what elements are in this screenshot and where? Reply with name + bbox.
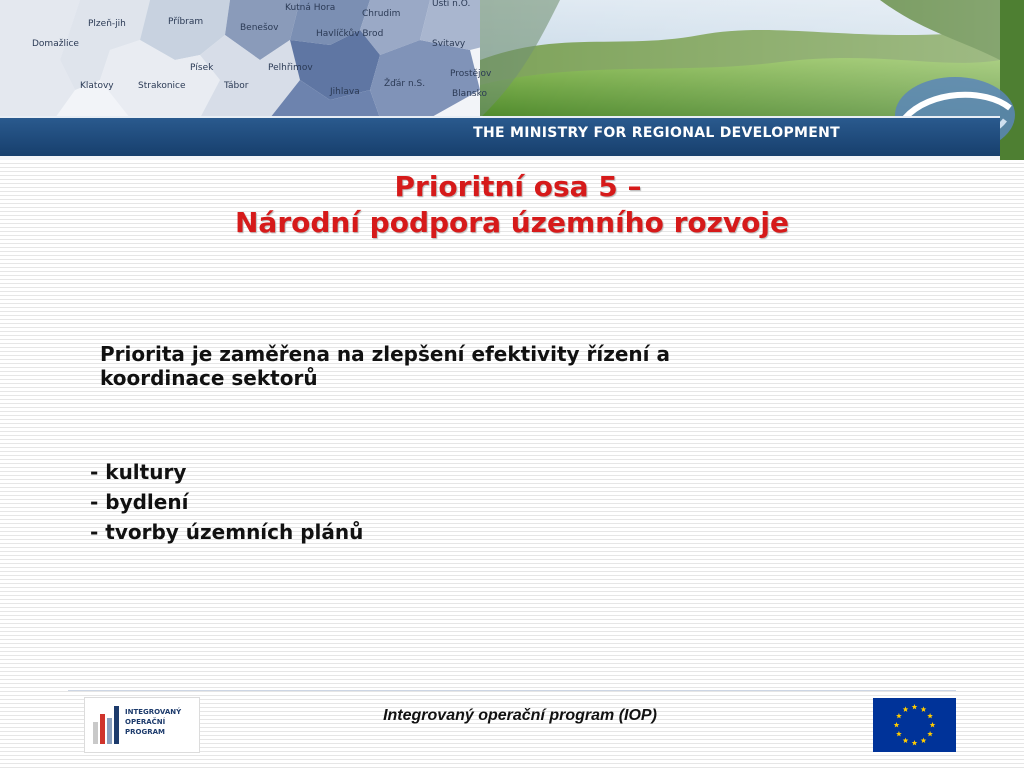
iop-logo-text: INTEGROVANÝ OPERAČNÍ PROGRAM xyxy=(125,708,182,736)
map-label: Příbram xyxy=(168,17,204,27)
map-label: Tábor xyxy=(224,81,249,91)
map-label: Prostějov xyxy=(450,69,492,79)
map-label: Žďár n.S. xyxy=(384,79,426,89)
map-label: Domažlice xyxy=(32,39,79,49)
iop-logo xyxy=(84,697,200,753)
slide-title-line2: Národní podpora územního rozvoje xyxy=(234,206,789,239)
map-label: Benešov xyxy=(240,23,279,33)
map-label: Písek xyxy=(190,63,214,73)
intro-line: koordinace sektorů xyxy=(100,366,318,390)
map-label: Blansko xyxy=(452,89,487,99)
ministry-title: THE MINISTRY FOR REGIONAL DEVELOPMENT xyxy=(473,125,840,141)
list-item: - kultury xyxy=(90,460,187,484)
slide-title-line1: Prioritní osa 5 – xyxy=(394,170,642,203)
map-label: Kutná Hora xyxy=(285,3,336,13)
intro-text xyxy=(100,342,860,390)
bullet-list xyxy=(90,457,363,547)
map-label: Svitavy xyxy=(432,39,466,49)
intro-line: Priorita je zaměřena na zlepšení efektivity řízení a xyxy=(100,342,670,366)
iop-logo-bars-icon xyxy=(93,706,121,744)
map-label: Plzeň-jih xyxy=(88,19,126,29)
eu-flag-icon xyxy=(873,698,956,752)
footer-program-name: Integrovaný operační program (IOP) xyxy=(383,707,657,724)
map-label: Jihlava xyxy=(330,87,360,97)
map-label: Klatovy xyxy=(80,81,114,91)
map-label: Strakonice xyxy=(138,81,186,91)
footer-divider xyxy=(68,690,956,691)
list-item: - bydlení xyxy=(90,490,189,514)
map-label: Pelhřimov xyxy=(268,63,313,73)
map-label: Havlíčkův Brod xyxy=(316,29,384,39)
list-item: - tvorby územních plánů xyxy=(90,520,364,544)
header-banner xyxy=(0,0,1024,160)
map-label: Ústí n.O. xyxy=(432,0,471,9)
map-label: Chrudim xyxy=(362,9,401,19)
